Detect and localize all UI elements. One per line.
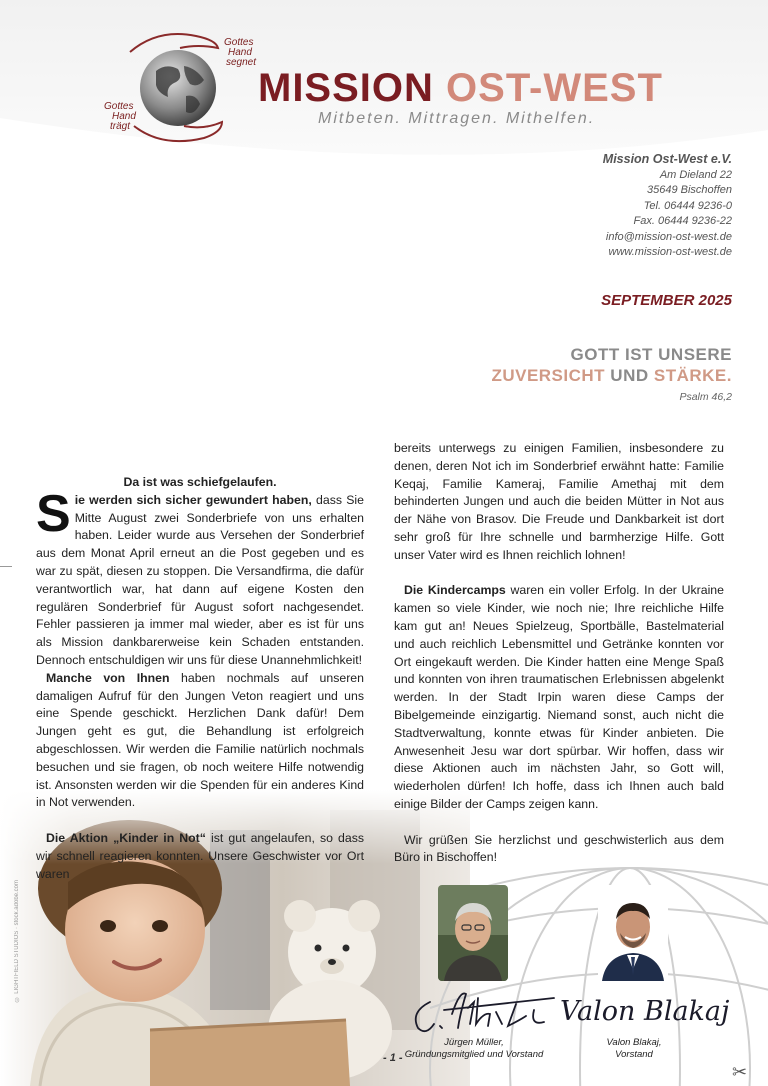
motto-word-und: UND (610, 366, 649, 385)
address-email[interactable]: info@mission-ost-west.de (605, 230, 732, 243)
signer-caption-1 (404, 1037, 544, 1061)
logo-word-top-3: segnet (226, 57, 257, 68)
logo-word-top-1: Gottes (224, 37, 254, 48)
paragraph-2 (36, 670, 364, 812)
logo-word-bottom-1: Gottes (104, 101, 134, 112)
letter-heading: Da ist was schiefgelaufen. (123, 475, 277, 489)
address-city: 35649 Bischoffen (646, 184, 732, 196)
paragraph-3-lead: Die Aktion „Kinder in Not“ (46, 830, 206, 845)
motto-word-b: STÄRKE. (653, 366, 732, 385)
letter-date: SEPTEMBER 2025 (601, 292, 732, 309)
paragraph-4: bereits unterwegs zu einigen Familien, insbesondere zu denen, deren Not ich im Sonderbrief erwähnt hatte: Familie Keqaj, Familie Kameraj, Familie Amethaj mit dem behinderten Jungen und auch die beiden Mütter in Not aus der Nähe von Brasov. Die Freude und Dankbarkeit ist dort sehr groß für Ihre schnelle und barmherzige Hilfe. Gott unser Vater wird es Ihnen reichlich lohnen! (394, 441, 724, 562)
paragraph-3 (36, 830, 364, 883)
signer-1-role: Gründungsmitglied und Vorstand (404, 1049, 544, 1060)
motto-reference: Psalm 46,2 (679, 391, 732, 403)
motto-line1: GOTT IST UNSERE (570, 345, 732, 364)
photo-credit: © LIGHTFIELD STUDIOS · stock.adobe.com (14, 880, 20, 1002)
address-web[interactable]: www.mission-ost-west.de (608, 246, 732, 258)
portrait-juergen-mueller (438, 885, 508, 981)
logo-word-bottom-2: Hand (112, 111, 136, 122)
signer-2-name: Valon Blakaj, (606, 1037, 662, 1048)
signature-valon-blakaj: Valon Blakaj (560, 996, 730, 1027)
portrait-valon-blakaj (598, 885, 668, 981)
signer-caption-2 (574, 1037, 694, 1061)
motto-word-a: ZUVERSICHT (491, 366, 606, 385)
mission-logo (104, 26, 258, 146)
brand-tagline: Mitbeten. Mittragen. Mithelfen. (318, 110, 596, 127)
paragraph-5-text: waren ein voller Erfolg. In der Ukraine kamen so viele Kinder, wie noch nie; Ihre reichliche Hilfe kam gut an! Neues Spielzeug, Sportbälle, Bastelmaterial und auch reichlich Lebensmittel und Getränke konnten vor Ort eingekauft werden. Die Kinder hatten eine Menge Spaß und konnten von ihren traumatischen Erlebnissen abgelenkt werden. In der Stadt Irpin waren diese Camps der Bibelgemeinde einzigartig. Niemand sonst, auch nicht die Stadtverwaltung, konnte etwas für Kinder anbieten. Die Anwesenheit Jesu war dort spürbar. Wir hoffen, dass wir diese Aktionen auch im nächsten Jahr, so Gott will, wiederholen dürfen! Ich hoffe, dass ich Ihnen auch bald einige Bilder der Camps zeigen kann. (394, 583, 724, 811)
paragraph-1-text: dass Sie Mitte August zwei Sonderbriefe von uns erhalten haben. Leider wurde aus Versehen der Sonderbrief aus dem Monat April erneut an die Post gegeben und es war zu spät, diesen zu stoppen. Die Versandfirma, die dafür verantwortlich war, hat dann auf eigene Kosten den regulären Sonderbrief für August sofort nachgesendet. Fehler passieren ja immer mal wieder, aber es ist für uns als Mission dankbarerweise kein Schaden entstanden. Dennoch entschuldigen wir uns für diese Unannehmlichkeit! (36, 492, 364, 667)
logo-word-bottom-3: trägt (110, 121, 131, 132)
address-tel: Tel. 06444 9236-0 (643, 199, 732, 212)
signer-1-name: Jürgen Müller, (444, 1037, 504, 1048)
paragraph-5-lead: Die Kindercamps (404, 583, 506, 598)
address-block (603, 152, 732, 261)
signature-juergen-mueller (404, 984, 564, 1038)
scissors-icon: ✂ (732, 1062, 748, 1082)
fold-mark (0, 566, 12, 567)
letter-column-right (394, 440, 724, 867)
address-street: Am Dieland 22 (659, 168, 732, 181)
page-number: - 1 - (383, 1052, 403, 1064)
paragraph-3-text: ist gut angelaufen, so dass wir schnell reagieren konnten. Unsere Geschwister vor Ort waren (36, 830, 364, 881)
dropcap: S (36, 484, 71, 543)
address-org: Mission Ost-West e.V. (602, 152, 732, 166)
address-fax: Fax. 06444 9236-22 (633, 215, 732, 227)
paragraph-1 (36, 484, 364, 670)
paragraph-5 (394, 582, 724, 813)
letter-column-left (36, 474, 364, 883)
logo-word-top-2: Hand (228, 47, 252, 58)
paragraph-1-lead: ie werden sich sicher gewundert haben, (74, 492, 312, 507)
brand-name-part1: MISSION (258, 66, 434, 110)
motto (491, 344, 732, 386)
paragraph-6: Wir grüßen Sie herzlichst und geschwisterlich aus dem Büro in Bischoffen! (394, 832, 724, 865)
brand-name-part2: OST-WEST (446, 66, 663, 110)
brand-name (258, 66, 663, 110)
paragraph-2-lead: Manche von Ihnen (46, 670, 170, 685)
paragraph-2-text: haben nochmals auf unseren damaligen Aufruf für den Jungen Veton reagiert und uns eine Spende geschickt. Herzlichen Dank dafür! Dem Jungen geht es gut, die Behandlung ist erfolgreich abgeschlossen. Wir werden die Familie natürlich nochmals besuchen und sie fragen, ob noch weitere Hilfe notwendig ist. Ansonsten werden wir die Spenden für ein anderes Kind in Not verwenden. (36, 670, 364, 810)
signer-2-role: Vorstand (615, 1049, 653, 1060)
